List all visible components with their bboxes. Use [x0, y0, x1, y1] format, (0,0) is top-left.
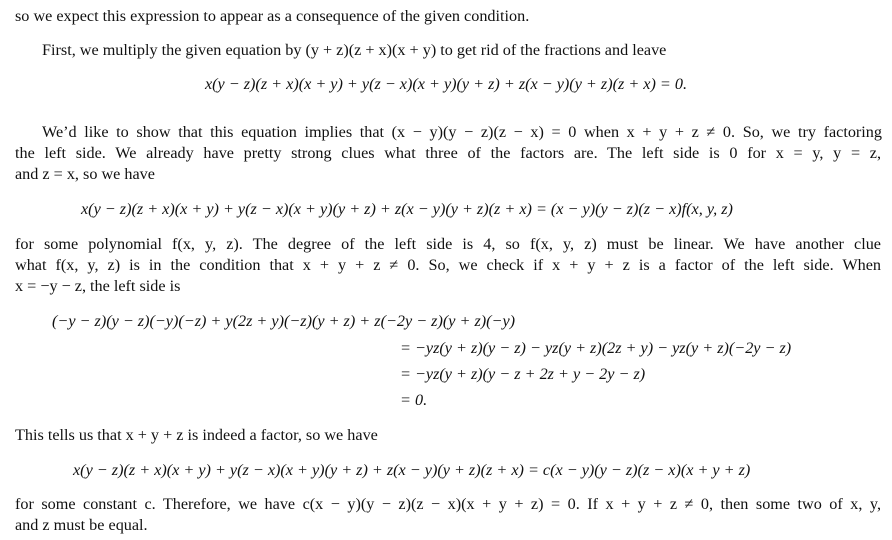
text-line-7: what f(x, y, z) is in the condition that x + y + z ≠ 0. So, we check if x + y + z is a factor of the left side. When [15, 256, 881, 274]
text-line-11: and z must be equal. [15, 516, 148, 534]
text-line-10: for some constant c. Therefore, we have c(x − y)(y − z)(z − x)(x + y + z) = 0. If x + y + z ≠ 0, then some two of x, y, [15, 495, 881, 513]
equation-3-line-3: = −yz(y + z)(y − z + 2z + y − 2y − z) [400, 365, 646, 383]
text-line-9: This tells us that x + y + z is indeed a factor, so we have [15, 426, 378, 444]
text-line-3: We’d like to show that this equation implies that (x − y)(y − z)(z − x) = 0 when x + y + z ≠ 0. So, we try factoring [42, 123, 882, 141]
text-line-6: for some polynomial f(x, y, z). The degree of the left side is 4, so f(x, y, z) must be linear. We have another clue [15, 235, 881, 253]
equation-2: x(y − z)(z + x)(x + y) + y(z − x)(x + y)(y + z) + z(x − y)(y + z)(z + x) = (x − y)(y − z)(z − x)f(x, y, z) [81, 200, 733, 218]
text-line-5: and z = x, so we have [15, 165, 155, 183]
equation-4: x(y − z)(z + x)(x + y) + y(z − x)(x + y)(y + z) + z(x − y)(y + z)(z + x) = c(x − y)(y − z)(z − x)(x + y + z) [73, 461, 751, 479]
equation-1: x(y − z)(z + x)(x + y) + y(z − x)(x + y)(y + z) + z(x − y)(y + z)(z + x) = 0. [204, 75, 688, 93]
equation-3-line-4: = 0. [400, 391, 428, 409]
text-line-8: x = −y − z, the left side is [15, 277, 181, 295]
equation-3-line-2: = −yz(y + z)(y − z) − yz(y + z)(2z + y) − yz(y + z)(−2y − z) [400, 339, 792, 357]
text-line-2: First, we multiply the given equation by (y + z)(z + x)(x + y) to get rid of the fractions and leave [42, 41, 667, 59]
text-line-4: the left side. We already have pretty strong clues what three of the factors are. The left side is 0 for x = y, y = z, [15, 144, 881, 162]
text-line-1: so we expect this expression to appear as a consequence of the given condition. [15, 7, 530, 25]
equation-3-line-1: (−y − z)(y − z)(−y)(−z) + y(2z + y)(−z)(y + z) + z(−2y − z)(y + z)(−y) [52, 312, 516, 330]
